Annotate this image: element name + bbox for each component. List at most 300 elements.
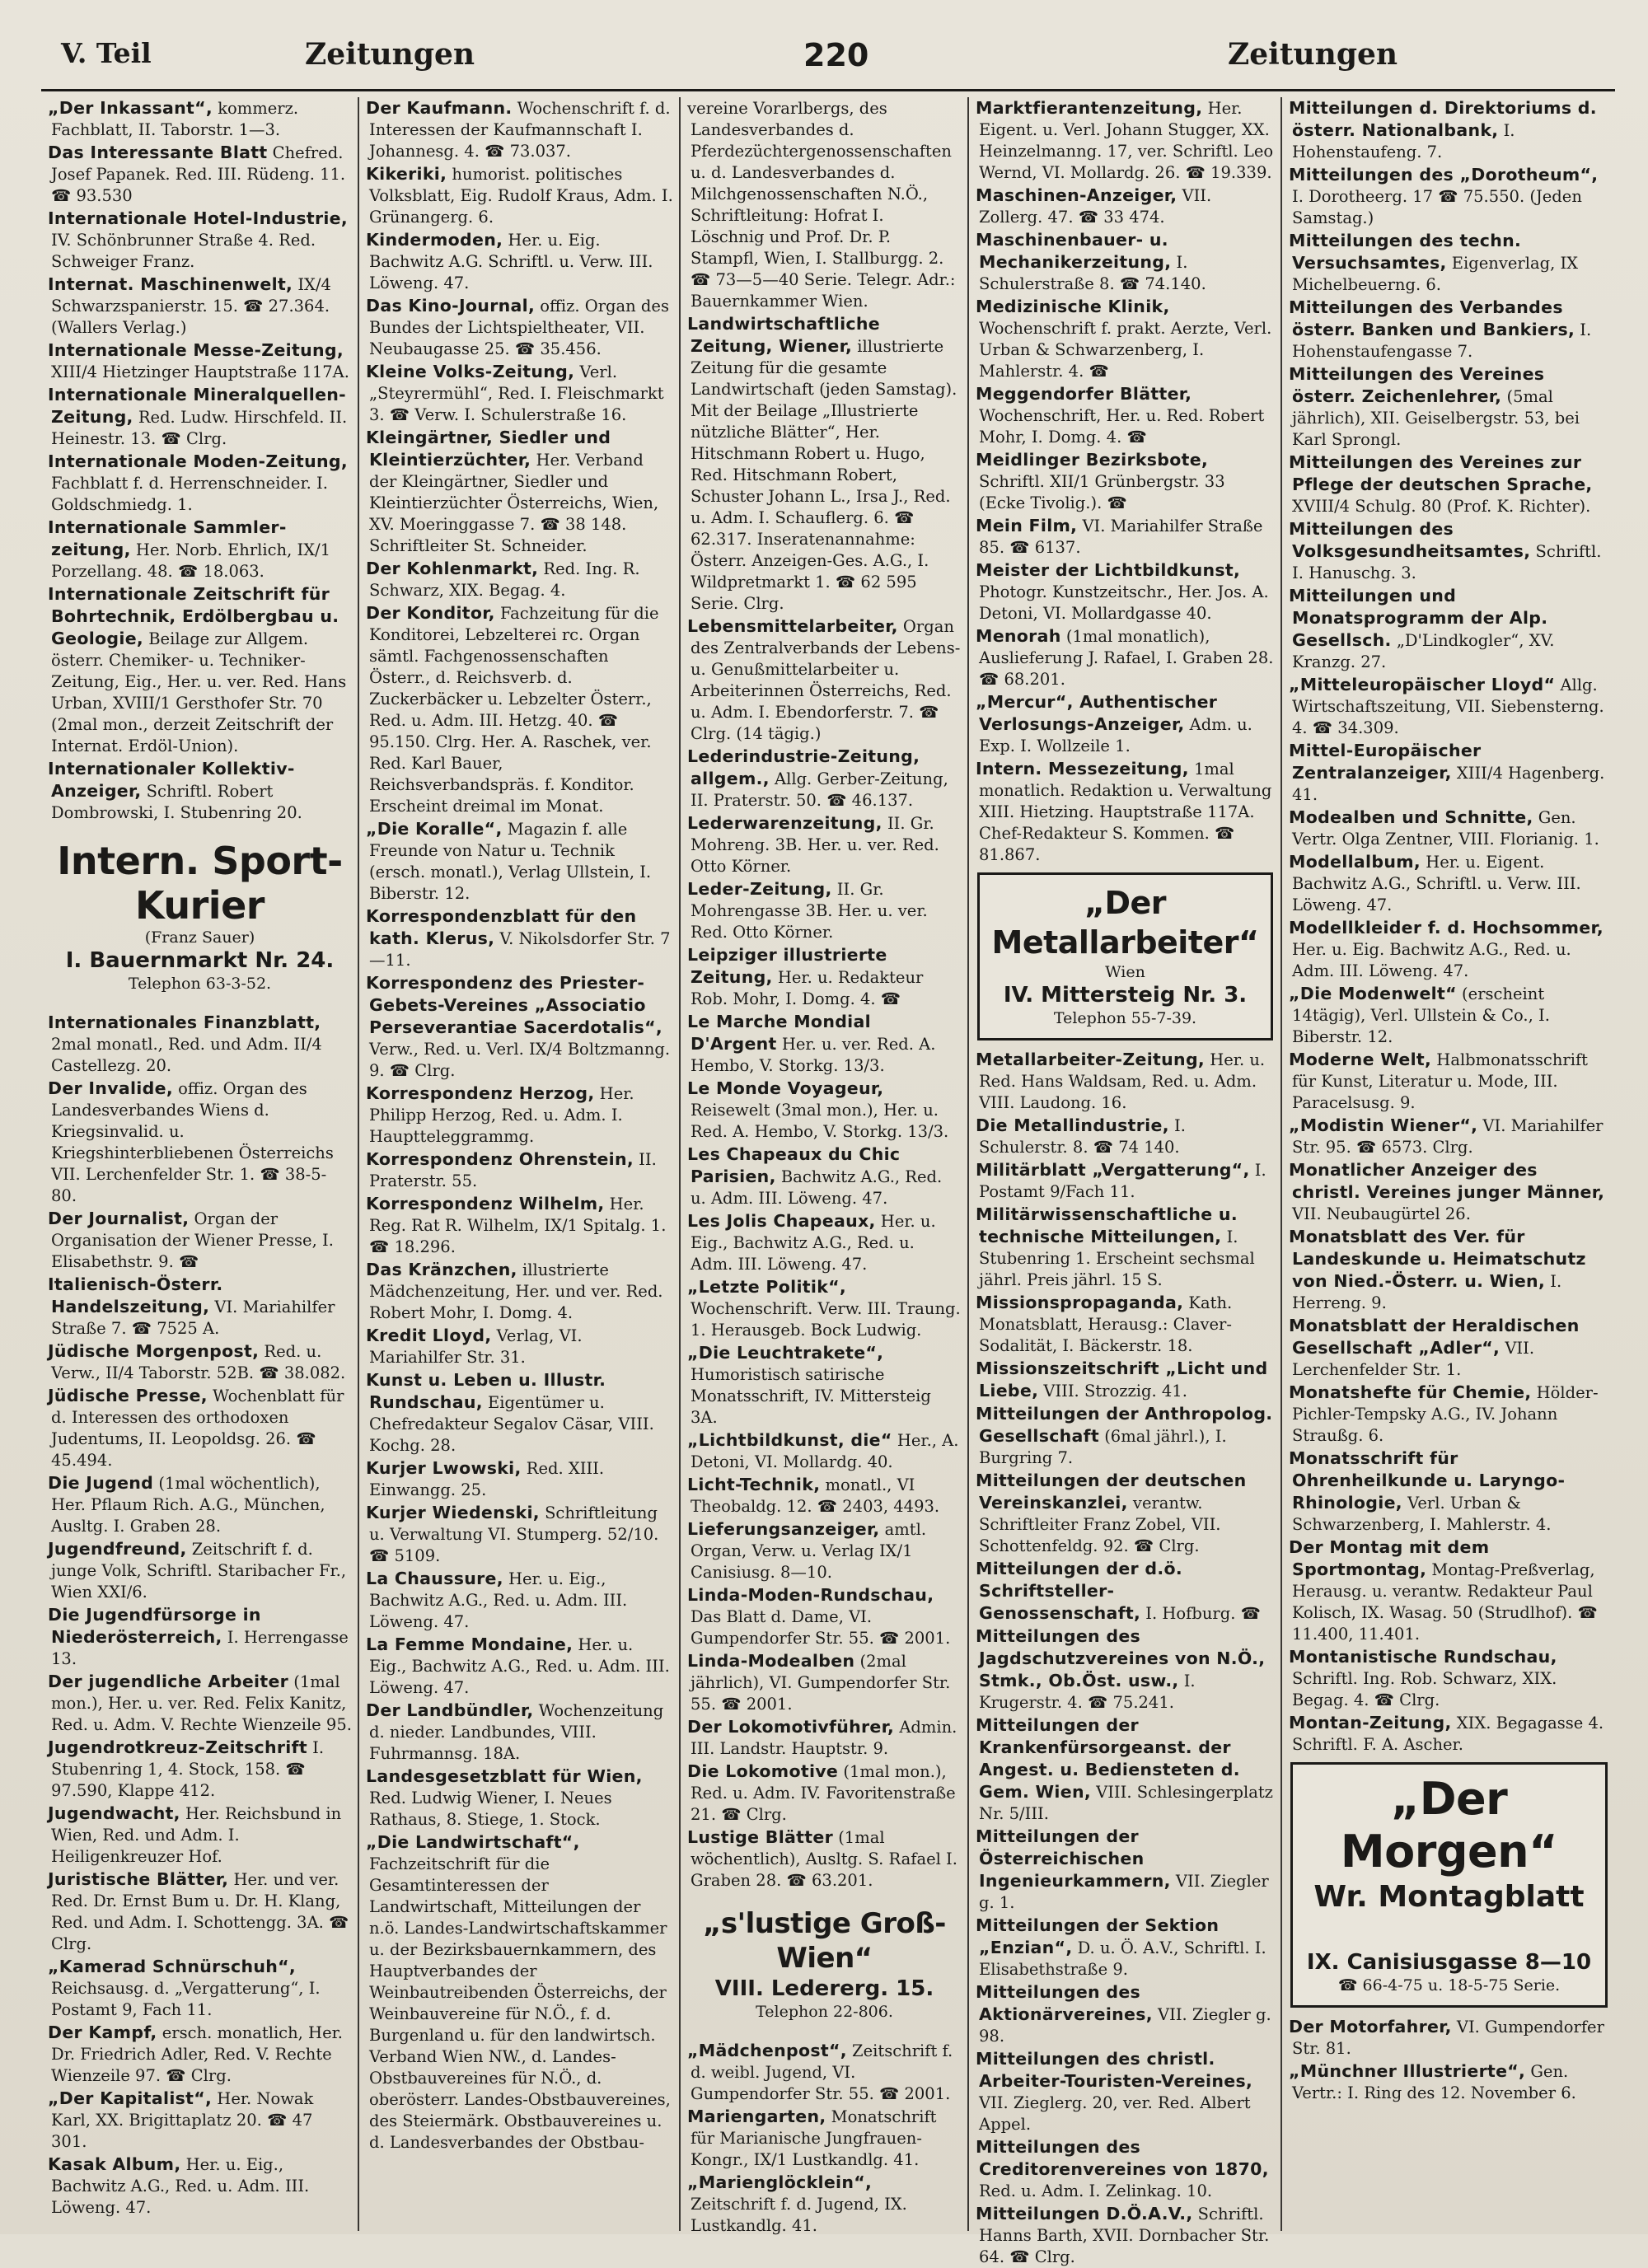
entry-title: Modellalbum,: [1289, 852, 1421, 872]
directory-entry: [976, 1915, 1275, 1980]
entry-title: Kredit Lloyd,: [366, 1326, 492, 1345]
entry-details: IV. Schönbrunner Straße 4. Red. Schweiger Franz.: [51, 231, 316, 271]
directory-entry: [976, 2136, 1275, 2202]
directory-entry: [1289, 2016, 1609, 2060]
directory-entry: [1289, 740, 1609, 806]
entry-details: monatl., VI Theobaldg. 12. ☎ 2403, 4493.: [691, 1475, 940, 1516]
entry-title: „Lichtbildkunst, die“: [687, 1430, 892, 1450]
entry-title: Internationales Finanzblatt,: [48, 1012, 321, 1032]
entry-title: Landesgesetzblatt für Wien,: [366, 1766, 643, 1786]
entry-title: Mitteilungen des Jagdschutzvereines von N.Ö., Stmk., Ob.Öst. usw.,: [976, 1626, 1266, 1690]
directory-entry: [1289, 451, 1609, 517]
directory-entry: [48, 1472, 352, 1537]
entry-details: Schriftleitung u. Verwaltung VI. Stumperg. 52/10. ☎ 5109.: [369, 1503, 659, 1565]
entry-details: II. Gr. Mohreng. 3B. Her. u. ver. Red. Otto Körner.: [691, 814, 939, 876]
directory-entry: [976, 2203, 1275, 2268]
directory-entry: [48, 274, 352, 339]
ad-title: „Der Morgen“: [1340, 1773, 1558, 1878]
directory-entry: [976, 449, 1275, 514]
entry-title: Internationale Moden-Zeitung,: [48, 451, 348, 471]
entry-title: Internationaler Kollektiv-Anzeiger,: [48, 759, 295, 801]
entry-title: Mitteilungen und Monatsprogramm der Alp. Gesellsch.: [1289, 586, 1548, 650]
directory-entry: [687, 944, 962, 1010]
directory-entry: [1289, 851, 1609, 916]
entry-details: Her. Verband der Kleingärtner, Siedler und Kleintierzüchter Österreichs, Wien, XV. Moeringgasse 7. ☎ 38 148. Schriftleiter St. Schneider.: [369, 451, 659, 555]
entry-title: Monatsblatt der Heraldischen Gesellschaft „Adler“,: [1289, 1316, 1580, 1358]
entry-title: Korrespondenz des Priester-Gebets-Vereines „Associatio Perseverantiae Sacerdotalis“,: [366, 973, 663, 1037]
entry-details: XIII/4 Hietzinger Hauptstraße 117A.: [51, 362, 349, 381]
entry-details: Her. Eigent. u. Verl. Johann Stugger, XX. Heinzelmanng. 17, ver. Schriftl. Leo Wernd, VI. Mollardg. 26. ☎ 19.339.: [979, 99, 1274, 182]
directory-entry: [48, 208, 352, 273]
entry-title: Mitteilungen des techn. Versuchsamtes,: [1289, 231, 1522, 273]
ad-city: Wien: [1105, 963, 1145, 981]
directory-entry: [1289, 518, 1609, 584]
directory-entry: [687, 313, 962, 615]
entry-title: Lederindustrie-Zeitung, allgem.,: [687, 746, 920, 788]
entry-title: Monatlicher Anzeiger des christl. Vereines junger Männer,: [1289, 1160, 1605, 1202]
entry-details: Wochenschrift, Her. u. Red. Robert Mohr, I. Domg. 4. ☎: [979, 406, 1265, 447]
entry-details: Schriftl. Ing. Rob. Schwarz, XIX. Begag. 4. ☎ Clrg.: [1292, 1669, 1557, 1709]
ad-subtitle: (Franz Sauer): [144, 928, 255, 947]
entry-title: Der Montag mit dem Sportmontag,: [1289, 1537, 1490, 1579]
entry-title: Missionspropaganda,: [976, 1293, 1184, 1312]
directory-entry: [976, 2048, 1275, 2135]
entry-details: Wochenzeitung d. nieder. Landbundes, VIII. Fuhrmannsg. 18A.: [369, 1701, 664, 1763]
entry-details: Reichsausg. d. „Vergatterung“, I. Postamt 9, Fach 11.: [51, 1979, 321, 2019]
entry-title: „Der Kapitalist“,: [48, 2088, 213, 2108]
entry-title: „Die Landwirtschaft“,: [366, 1832, 580, 1852]
directory-list: [366, 97, 673, 2153]
entry-title: Mitteilungen D.Ö.A.V.,: [976, 2204, 1193, 2224]
entry-details: Kath. Monatsblatt, Herausg.: Claver-Sodalität, I. Bäckerstr. 18.: [979, 1293, 1233, 1355]
directory-entry: [366, 905, 673, 971]
ad-title: Intern. Sport-Kurier: [57, 839, 343, 928]
entry-title: Lederwarenzeitung,: [687, 813, 883, 833]
directory-entry: [366, 1259, 673, 1324]
ad-title: „Der Metallarbeiter“: [991, 885, 1259, 961]
entry-details: Gen. Vertr. Olga Zentner, VIII. Florianig. 1.: [1292, 808, 1599, 849]
entry-title: Mitteilungen des Volksgesundheitsamtes,: [1289, 519, 1531, 561]
entry-title: Mitteilungen der Krankenfürsorgeanst. der Angest. u. Bediensteten d. Gem. Wien,: [976, 1715, 1240, 1802]
ad-subtitle: Wr. Montagblatt: [1313, 1880, 1585, 1914]
entry-details: I. Herrengasse 13.: [51, 1628, 349, 1668]
entry-title: Italienisch-Österr. Handelszeitung,: [48, 1274, 223, 1316]
entry-title: Le Marche Mondial D'Argent: [687, 1012, 871, 1054]
directory-entry: [687, 615, 962, 745]
directory-entry: [687, 1716, 962, 1760]
entry-details: Zeitschrift f. d. Jugend, IX. Lustkandlg. 41.: [691, 2195, 907, 2235]
entry-details: Verl. „Steyrermühl“, Red. I. Fleischmarkt 3. ☎ Verw. I. Schulerstraße 16.: [369, 362, 664, 424]
entry-title: Modealben und Schnitte,: [1289, 807, 1533, 827]
entry-title: Mittel-Europäischer Zentralanzeiger,: [1289, 741, 1482, 783]
entry-title: Mein Film,: [976, 516, 1078, 535]
entry-title: Lustige Blätter: [687, 1827, 833, 1847]
entry-details: (1mal monatlich), Auslieferung J. Rafael, I. Graben 28. ☎ 68.201.: [979, 627, 1274, 689]
entry-title: Das Interessante Blatt: [48, 143, 268, 162]
directory-entry: [976, 691, 1275, 757]
directory-entry: [48, 583, 352, 757]
entry-details: Her., A. Detoni, VI. Mollardg. 40.: [691, 1431, 959, 1471]
entry-title: Mitteilungen des Aktionärvereines,: [976, 1982, 1153, 2024]
directory-list: [48, 97, 352, 824]
entry-details: II. Gr. Mohrengasse 3B. Her. u. ver. Red. Otto Körner.: [691, 880, 928, 942]
entry-title: „Mitteleuropäischer Lloyd“: [1289, 675, 1556, 694]
entry-title: Meister der Lichtbildkunst,: [976, 560, 1241, 580]
directory-entry: [687, 1429, 962, 1473]
entry-details: (5mal jährlich), XII. Geiselbergstr. 53, bei Karl Sprongl.: [1292, 387, 1580, 449]
directory-entry: [48, 1803, 352, 1868]
entry-title: Das Kino-Journal,: [366, 296, 536, 316]
directory-entry: [976, 1403, 1275, 1469]
entry-details: Beilage zur Allgem. österr. Chemiker- u. Techniker-Zeitung, Eig., Her. u. ver. Red. Hans Urban, XVIII/1 Gersthofer Str. 70 (2mal mon., derzeit Zeitschrift der Internat. Erdöl-Union).: [51, 629, 347, 755]
entry-title: Der jugendliche Arbeiter: [48, 1672, 289, 1691]
entry-details: Chefred. Josef Papanek. Red. III. Rüdeng. 11. ☎ 93.530: [51, 143, 346, 205]
ad-address: IX. Canisiusgasse 8—10: [1306, 1950, 1592, 1975]
entry-details: VI. Mariahilfer Straße 85. ☎ 6137.: [979, 517, 1263, 557]
entry-details: „D'Lindkogler“, XV. Kranzg. 27.: [1292, 631, 1555, 671]
directory-entry: [687, 1011, 962, 1077]
entry-title: La Chaussure,: [366, 1569, 503, 1588]
directory-entry: [366, 163, 673, 228]
directory-entry: [1289, 807, 1609, 850]
directory-entry: [366, 972, 673, 1082]
directory-entry: [366, 1369, 673, 1457]
entry-title: Missionszeitschrift „Licht und Liebe,: [976, 1358, 1268, 1401]
entry-title: Mitteilungen des christl. Arbeiter-Touristen-Vereines,: [976, 2049, 1253, 2091]
entry-title: Medizinische Klinik,: [976, 297, 1170, 316]
entry-title: Mitteilungen des Vereines österr. Zeichenlehrer,: [1289, 364, 1545, 406]
ad-telephone: Telephon 63-3-52.: [128, 975, 272, 993]
entry-title: Marktfierantenzeitung,: [976, 98, 1203, 118]
entry-title: La Femme Mondaine,: [366, 1634, 574, 1654]
entry-details: I. Schulerstr. 8. ☎ 74 140.: [979, 1116, 1186, 1157]
entry-details: Allg. Wirtschaftszeitung, VII. Siebensterng. 4. ☎ 34.309.: [1292, 676, 1604, 737]
entry-title: Linda-Moden-Rundschau,: [687, 1585, 934, 1605]
entry-title: „Mercur“, Authentischer Verlosungs-Anzeiger,: [976, 692, 1218, 734]
entry-title: „Der Inkassant“,: [48, 98, 213, 118]
directory-entry: [687, 1474, 962, 1517]
entry-details: VIII. Schlesingerplatz Nr. 5/III.: [979, 1783, 1273, 1823]
entry-details: I. Postamt 9/Fach 11.: [979, 1161, 1266, 1201]
directory-entry: [687, 746, 962, 811]
directory-entry: [366, 229, 673, 294]
entry-details: Her. Nowak Karl, XX. Brigittaplatz 20. ☎ 47 301.: [51, 2089, 314, 2151]
directory-entry: [976, 383, 1275, 448]
entry-title: Korrespondenzblatt für den kath. Klerus,: [366, 906, 637, 948]
entry-title: Internat. Maschinenwelt,: [48, 274, 293, 294]
entry-title: Die Jugend: [48, 1473, 154, 1493]
entry-details: offiz. Organ des Landesverbandes Wiens d. Kriegsinvalid. u. Kriegshinterbliebenen Österreichs VII. Lerchenfelder Str. 1. ☎ 38-5-80.: [51, 1079, 334, 1205]
entry-details: (erscheint 14tägig), Verl. Ullstein & Co., I. Biberstr. 12.: [1292, 984, 1550, 1046]
entry-title: Jüdische Presse,: [48, 1386, 208, 1405]
directory-entry: [48, 517, 352, 582]
directory-entry: [48, 339, 352, 383]
directory-entry: [48, 758, 352, 824]
part-label: V. Teil: [61, 37, 152, 69]
entry-title: Menorah: [976, 626, 1061, 646]
entry-title: Maschinen-Anzeiger,: [976, 185, 1177, 205]
advertisement-metallarbeiter: [977, 872, 1273, 1040]
entry-details: (6mal jährl.), I. Burgring 7.: [979, 1427, 1227, 1467]
directory-list: [687, 2040, 962, 2237]
entry-title: Kurjer Wiedenski,: [366, 1503, 540, 1522]
entry-details: VII. Ziegler g. 1.: [979, 1872, 1269, 1912]
directory-entry: [48, 1208, 352, 1273]
ad-telephone: Telephon 55-7-39.: [1053, 1009, 1197, 1027]
directory-entry: [976, 1981, 1275, 2047]
directory-entry: [366, 818, 673, 905]
entry-title: Mitteilungen des Creditorenvereines von 1870,: [976, 2137, 1269, 2179]
entry-details: I. Hohenstaufengasse 7.: [1292, 320, 1592, 361]
entry-details: Red. Ludwig Wiener, I. Neues Rathaus, 8. Stiege, 1. Stock.: [369, 1789, 612, 1829]
entry-title: „Die Koralle“,: [366, 819, 503, 839]
directory-entry: [687, 812, 962, 877]
entry-details: kommerz. Fachblatt, II. Taborstr. 1—3.: [51, 99, 299, 139]
directory-entry: [976, 1292, 1275, 1357]
entry-details: illustrierte Zeitung für die gesamte Landwirtschaft (jeden Samstag). Mit der Beilage „Illustrierte nützliche Blätter“, Her. Hitschmann Robert u. Hugo, Red. Hitschmann Robert, Schuster Johann L., Irsa J., Red. u. Adm. I. Schauflerg. 6. ☎ 62.317. Inseratenannahme: Österr. Anzeigen-Ges. A.G., I. Wildpretmarkt 1. ☎ 62 595 Serie. Clrg.: [691, 337, 957, 613]
entry-title: Maschinenbauer- u. Mechanikerzeitung,: [976, 230, 1172, 272]
directory-entry: [1289, 1382, 1609, 1447]
entry-details: Her. u. ver. Red. A. Hembo, V. Storkg. 13/3.: [691, 1035, 936, 1075]
directory-entry: [976, 296, 1275, 382]
entry-details: Verlag, VI. Mariahilfer Str. 31.: [369, 1326, 583, 1367]
entry-title: Kikeriki,: [366, 164, 447, 184]
entry-details: Her. Philipp Herzog, Red. u. Adm. I. Hauptteleggrammg.: [369, 1084, 634, 1146]
directory-entry: [1289, 1115, 1609, 1158]
directory-entry: [1289, 1226, 1609, 1314]
directory-entry: [1289, 1159, 1609, 1225]
directory-entry: [976, 1625, 1275, 1714]
entry-title: Monatshefte für Chemie,: [1289, 1382, 1532, 1402]
entry-title: Leipziger illustrierte Zeitung,: [687, 945, 887, 987]
entry-title: Linda-Modealben: [687, 1651, 855, 1671]
directory-entry: [976, 185, 1275, 228]
entry-title: Der Journalist,: [48, 1209, 190, 1228]
entry-details: Zeitschrift f. d. junge Volk, Schriftl. Staribacher Fr., Wien XXI/6.: [51, 1540, 347, 1602]
header-rule: [41, 89, 1615, 91]
entry-details: ersch. monatlich, Her. Dr. Friedrich Adler, Red. V. Rechte Wienzeile 97. ☎ Clrg.: [51, 2023, 343, 2085]
entry-details: Wochenschrift. Verw. III. Traung. 1. Herausgeb. Bock Ludwig.: [691, 1299, 961, 1340]
directory-list: [976, 97, 1275, 866]
entry-details: Her. u. Eig., Bachwitz A.G., Red. u. Adm. III. Löweng. 47.: [51, 2155, 310, 2217]
directory-entry: [976, 758, 1275, 866]
directory-entry: [48, 1078, 352, 1207]
entry-title: Internationale Sammler-zeitung,: [48, 517, 287, 559]
entry-details: Her. u. Eigent. Bachwitz A.G., Schriftl. u. Verw. III. Löweng. 47.: [1292, 853, 1581, 914]
directory-entry: [366, 427, 673, 557]
directory-list: [687, 97, 962, 1892]
entry-title: Der Landbündler,: [366, 1700, 534, 1720]
directory-entry: [976, 1159, 1275, 1203]
entry-details: VII. Neubaugürtel 26.: [1292, 1204, 1471, 1223]
entry-details: Reisewelt (3mal mon.), Her. u. Red. A. Hembo, V. Storkg. 13/3.: [691, 1101, 949, 1141]
entry-details: Eigenverlag, IX Michelbeuerng. 6.: [1292, 254, 1579, 294]
entry-details: D. u. Ö. A.V., Schriftl. I. Elisabethstraße 9.: [979, 1938, 1266, 1979]
directory-entry: [1289, 917, 1609, 982]
directory-entry: [687, 2040, 962, 2105]
column-1: [41, 97, 359, 2231]
directory-list: [48, 1012, 352, 2219]
entry-title: „Die Modenwelt“: [1289, 984, 1457, 1003]
directory-entry: [1289, 363, 1609, 451]
entry-title: Der Kohlenmarkt,: [366, 559, 539, 578]
entry-title: Lieferungsanzeiger,: [687, 1519, 880, 1539]
entry-title: Kleingärtner, Siedler und Kleintierzüchter,: [366, 428, 611, 470]
directory-entry: [366, 1765, 673, 1831]
directory-entry: [1289, 674, 1609, 739]
advertisement-sport-kurier: [49, 830, 350, 1003]
entry-title: Internationale Hotel-Industrie,: [48, 208, 348, 228]
directory-entry: [366, 1634, 673, 1699]
entry-details: Monatschrift für Marianische Jungfrauen-Kongr., IX/1 Lustkandlg. 41.: [691, 2107, 937, 2169]
entry-details: Her. Reg. Rat R. Wilhelm, IX/1 Spitalg. 1. ☎ 18.296.: [369, 1195, 667, 1256]
entry-details: Organ des Zentralverbands der Lebens- u. Genußmittelarbeiter u. Arbeiterinnen Österreichs, Red. u. Adm. I. Ebendorferstr. 7. ☎ Clrg. (14 tägig.): [691, 617, 961, 743]
entry-details: I. Stubenring 1, 4. Stock, 158. ☎ 97.590, Klappe 412.: [51, 1738, 325, 1800]
entry-details: verantw. Schriftleiter Franz Zobel, VII. Schottenfeldg. 92. ☎ Clrg.: [979, 1494, 1221, 1555]
directory-entry: [1289, 97, 1609, 163]
entry-details: Red. Ludw. Hirschfeld. II. Heinestr. 13. ☎ Clrg.: [51, 408, 348, 448]
entry-title: Die Jugendfürsorge in Niederösterreich,: [48, 1605, 261, 1647]
directory-entry: [976, 515, 1275, 559]
directory-entry: [1289, 1049, 1609, 1114]
entry-title: Meggendorfer Blätter,: [976, 384, 1192, 404]
entry-title: Landwirtschaftliche Zeitung, Wiener,: [687, 314, 880, 356]
entry-title: Mitteilungen der Anthropolog. Gesellschaft: [976, 1404, 1273, 1446]
directory-entry: [687, 2172, 962, 2237]
entry-title: Die Lokomotive: [687, 1761, 839, 1781]
entry-details: Admin. III. Landstr. Hauptstr. 9.: [691, 1718, 957, 1758]
entry-details: Verw., Red. u. Verl. IX/4 Boltzmanng. 9. ☎ Clrg.: [369, 1040, 671, 1080]
directory-entry: [976, 1470, 1275, 1557]
entry-details: (2mal jährlich), VI. Gumpendorfer Str. 55. ☎ 2001.: [691, 1652, 951, 1714]
directory-entry: [687, 1276, 962, 1341]
column-4: [969, 97, 1282, 2266]
entry-details: Zeitschrift f. d. weibl. Jugend, VI. Gumpendorfer Str. 55. ☎ 2001.: [691, 2041, 953, 2103]
directory-entry: [48, 1274, 352, 1340]
entry-details: Her. u. Eig. Bachwitz A.G., Red. u. Adm. III. Löweng. 47.: [1292, 940, 1571, 980]
entry-details: I. Herreng. 9.: [1292, 1272, 1562, 1312]
directory-entry: [48, 1737, 352, 1802]
entry-details: Her. u. Eig., Bachwitz A.G., Red. u. Adm. III. Löweng. 47.: [691, 1212, 936, 1274]
directory-entry: [687, 1650, 962, 1715]
advertisement-der-morgen: [1290, 1762, 1608, 2008]
entry-title: Leder-Zeitung,: [687, 879, 832, 899]
directory-entry: [976, 559, 1275, 624]
directory-entry: [976, 229, 1275, 295]
entry-title: „Modistin Wiener“,: [1289, 1115, 1478, 1135]
entry-details: (1mal mon.), Red. u. Adm. IV. Favoritenstraße 21. ☎ Clrg.: [691, 1762, 956, 1824]
directory-entry: [976, 1358, 1275, 1402]
directory-entry: [687, 97, 962, 312]
entry-details: IX/4 Schwarzspanierstr. 15. ☎ 27.364. (Wallers Verlag.): [51, 275, 331, 337]
directory-entry: [48, 384, 352, 450]
entry-title: Kindermoden,: [366, 230, 503, 250]
ad-title: „s'lustige Groß-Wien“: [703, 1907, 946, 1975]
entry-details: V. Nikolsdorfer Str. 7—11.: [369, 929, 671, 970]
directory-entry: [1289, 230, 1609, 296]
entry-details: VII. Lerchenfelder Str. 1.: [1292, 1339, 1535, 1379]
entry-details: Organ der Organisation der Wiener Presse, I. Elisabethstr. 9. ☎: [51, 1209, 334, 1271]
directory-entry: [1289, 1646, 1609, 1711]
entry-title: Mitteilungen der Sektion „Enzian“,: [976, 1915, 1220, 1957]
entry-title: Mitteilungen des „Dorotheum“,: [1289, 165, 1599, 185]
entry-details: VI. Gumpendorfer Str. 81.: [1292, 2018, 1604, 2058]
directory-entry: [366, 1568, 673, 1633]
page-header: [33, 15, 1615, 89]
entry-details: VII. Zollerg. 47. ☎ 33 474.: [979, 186, 1212, 227]
directory-entry: [366, 1831, 673, 2153]
entry-title: Korrespondenz Wilhelm,: [366, 1194, 605, 1213]
entry-title: Kasak Album,: [48, 2154, 181, 2174]
entry-details: I. Schulerstraße 8. ☎ 74.140.: [979, 253, 1206, 293]
entry-details: Her. Reichsbund in Wien, Red. und Adm. I. Heiligenkreuzer Hof.: [51, 1804, 342, 1866]
page-number: 220: [803, 37, 869, 73]
entry-details: Verl. Urban & Schwarzenberg, I. Mahlerstr. 4.: [1292, 1494, 1552, 1534]
directory-entry: [1289, 164, 1609, 229]
entry-details: Bachwitz A.G., Red. u. Adm. III. Löweng. 47.: [691, 1167, 943, 1208]
directory-entry: [976, 1049, 1275, 1114]
directory-entry: [366, 1502, 673, 1567]
entry-title: Mitteilungen der deutschen Vereinskanzlei,: [976, 1471, 1247, 1513]
directory-entry: [687, 1342, 962, 1429]
directory-entry: [48, 1385, 352, 1471]
directory-entry: [48, 451, 352, 516]
entry-details: Schriftl. Robert Dombrowski, I. Stubenring 20.: [51, 782, 302, 822]
directory-entry: [366, 295, 673, 360]
entry-title: Jugendwacht,: [48, 1803, 180, 1823]
ad-address: I. Bauernmarkt Nr. 24.: [65, 948, 335, 973]
directory-entry: [366, 1148, 673, 1192]
entry-details: VI. Mariahilfer Straße 7. ☎ 7525 A.: [51, 1298, 335, 1338]
directory-entry: [976, 1115, 1275, 1158]
directory-entry: [687, 1761, 962, 1826]
entry-title: Mitteilungen d. Direktoriums d. österr. Nationalbank,: [1289, 98, 1597, 140]
entry-title: Der Konditor,: [366, 603, 495, 623]
entry-details: Fachzeitung für die Konditorei, Lebzelterei rc. Organ sämtl. Fachgenossenschaften Österr., d. Reichsverb. d. Zuckerbäcker u. Lebzelter Österr., Red. u. Adm. III. Hetzg. 40. ☎ 95.150. Clrg. Her. A. Raschek, ver. Red. Karl Bauer, Reichsverbandspräs. f. Konditor. Erscheint dreimal im Monat.: [369, 604, 659, 816]
directory-list: [976, 1049, 1275, 2268]
entry-title: Jugendrotkreuz-Zeitschrift: [48, 1737, 307, 1757]
directory-entry: [366, 1457, 673, 1501]
directory-entry: [366, 1700, 673, 1765]
directory-entry: [976, 625, 1275, 690]
entry-title: „Münchner Illustrierte“,: [1289, 2061, 1526, 2081]
ad-telephone: ☎ 66-4-75 u. 18-5-75 Serie.: [1337, 1976, 1561, 1994]
entry-details: offiz. Organ des Bundes der Lichtspieltheater, VII. Neubaugasse 25. ☎ 35.456.: [369, 297, 669, 358]
entry-title: Les Chapeaux du Chic Parisien,: [687, 1144, 901, 1186]
directory-entry: [48, 2022, 352, 2087]
entry-title: Die Metallindustrie,: [976, 1115, 1169, 1135]
entry-title: Der Kampf,: [48, 2022, 157, 2042]
directory-entry: [1289, 2060, 1609, 2104]
entry-details: Her. u. Red. Hans Waldsam, Red. u. Adm. VIII. Laudong. 16.: [979, 1050, 1266, 1112]
entry-title: Internationale Mineralquellen-Zeitung,: [48, 385, 346, 427]
entry-title: Korrespondenz Herzog,: [366, 1083, 595, 1103]
directory-entry: [366, 1325, 673, 1368]
entry-title: Mitteilungen des Vereines zur Pflege der deutschen Sprache,: [1289, 452, 1593, 494]
entry-details: amtl. Organ, Verw. u. Verlag IX/1 Canisiusg. 8—10.: [691, 1520, 927, 1582]
directory-entry: [366, 1083, 673, 1148]
entry-title: „Kamerad Schnürschuh“,: [48, 1957, 297, 1976]
entry-title: Licht-Technik,: [687, 1475, 821, 1494]
entry-title: Kleine Volks-Zeitung,: [366, 362, 575, 381]
entry-title: „Die Leuchtrakete“,: [687, 1343, 884, 1363]
entry-details: I. Hohenstaufeng. 7.: [1292, 121, 1515, 161]
entry-details: Her. und ver. Red. Dr. Ernst Bum u. Dr. H. Klang, Red. und Adm. I. Schottengg. 3A. ☎ Clrg.: [51, 1870, 349, 1953]
entry-title: Mitteilungen des Verbandes österr. Banken und Bankiers,: [1289, 297, 1575, 339]
directory-entry: [687, 1143, 962, 1209]
directory-entry: [48, 1538, 352, 1603]
entry-details: Montag-Preßverlag, Herausg. u. verantw. Redakteur Paul Kolisch, IX. Wasag. 50 (Strudlhof). ☎ 11.400, 11.401.: [1292, 1560, 1598, 1644]
